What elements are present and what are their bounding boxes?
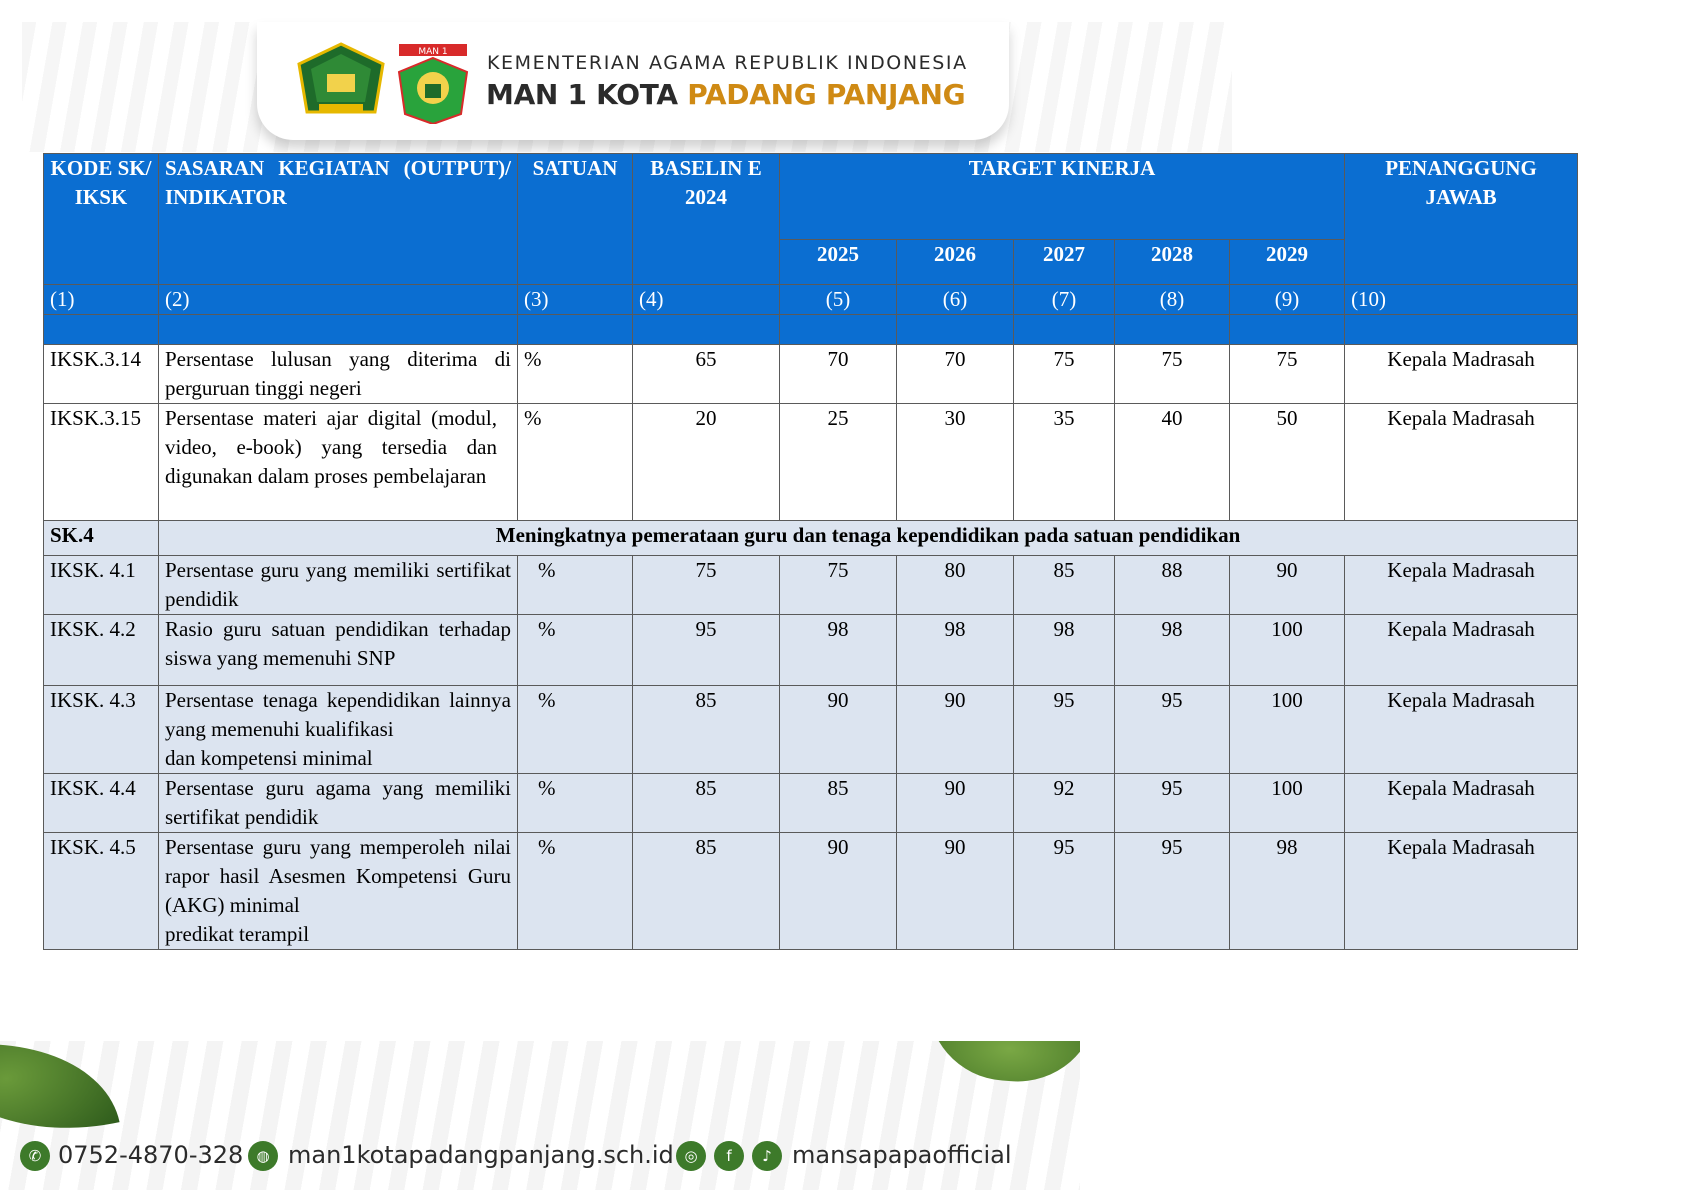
blank-header-row xyxy=(44,315,1578,345)
letterhead-footer xyxy=(0,1041,1080,1190)
col-number: (2) xyxy=(159,285,518,315)
row-baseline: 85 xyxy=(633,833,780,950)
row-target-2026: 30 xyxy=(897,404,1014,521)
letterhead xyxy=(257,22,1009,140)
row-baseline: 85 xyxy=(633,774,780,833)
leaf-decoration xyxy=(0,1041,120,1157)
col-number: (4) xyxy=(633,285,780,315)
row-satuan: % xyxy=(518,615,633,686)
row-kode: IKSK. 4.2 xyxy=(44,615,159,686)
performance-target-table xyxy=(43,153,1578,950)
year-2025: 2025 xyxy=(780,239,897,284)
row-kode: IKSK. 4.5 xyxy=(44,833,159,950)
sk-section-row xyxy=(44,521,1578,556)
row-target-2026: 90 xyxy=(897,686,1014,774)
row-pj: Kepala Madrasah xyxy=(1345,686,1578,774)
ministry-name: KEMENTERIAN AGAMA REPUBLIK INDONESIA xyxy=(487,52,968,74)
row-kode: IKSK.3.14 xyxy=(44,345,159,404)
globe-icon: ◍ xyxy=(248,1141,278,1171)
row-pj: Kepala Madrasah xyxy=(1345,345,1578,404)
row-target-2029: 100 xyxy=(1230,686,1345,774)
row-pj: Kepala Madrasah xyxy=(1345,404,1578,521)
row-target-2025: 90 xyxy=(780,833,897,950)
row-baseline: 20 xyxy=(633,404,780,521)
row-satuan: % xyxy=(518,404,633,521)
kemenag-logo xyxy=(297,42,385,120)
row-target-2027: 98 xyxy=(1014,615,1115,686)
col-number: (8) xyxy=(1115,285,1230,315)
row-satuan: % xyxy=(518,774,633,833)
col-header-baseline: BASELIN E 2024 xyxy=(633,154,780,285)
row-target-2027: 35 xyxy=(1014,404,1115,521)
row-target-2027: 92 xyxy=(1014,774,1115,833)
year-2029: 2029 xyxy=(1230,239,1345,284)
row-baseline: 85 xyxy=(633,686,780,774)
row-pj: Kepala Madrasah xyxy=(1345,833,1578,950)
facebook-icon: f xyxy=(714,1141,744,1171)
school-name: MAN 1 KOTA PADANG PANJANG xyxy=(486,78,966,111)
row-baseline: 75 xyxy=(633,556,780,615)
row-pj: Kepala Madrasah xyxy=(1345,774,1578,833)
row-baseline: 95 xyxy=(633,615,780,686)
row-target-2027: 95 xyxy=(1014,833,1115,950)
row-satuan: % xyxy=(518,686,633,774)
row-desc: Persentase guru yang memperoleh nilai rapor hasil Asesmen Kompetensi Guru (AKG) minimal predikat terampil xyxy=(159,833,518,950)
row-kode: IKSK. 4.3 xyxy=(44,686,159,774)
row-desc: Persentase guru agama yang memiliki sertifikat pendidik xyxy=(159,774,518,833)
row-baseline: 65 xyxy=(633,345,780,404)
row-target-2027: 95 xyxy=(1014,686,1115,774)
table-row xyxy=(44,686,1578,774)
header-row xyxy=(44,154,1578,240)
row-target-2028: 95 xyxy=(1115,686,1230,774)
row-target-2028: 75 xyxy=(1115,345,1230,404)
col-header-sasaran: SASARAN KEGIATAN (OUTPUT)/ INDIKATOR xyxy=(159,154,518,285)
row-target-2025: 25 xyxy=(780,404,897,521)
row-target-2026: 90 xyxy=(897,774,1014,833)
row-target-2025: 98 xyxy=(780,615,897,686)
col-number: (1) xyxy=(44,285,159,315)
row-pj: Kepala Madrasah xyxy=(1345,615,1578,686)
row-target-2025: 85 xyxy=(780,774,897,833)
row-target-2026: 80 xyxy=(897,556,1014,615)
row-target-2029: 50 xyxy=(1230,404,1345,521)
row-pj: Kepala Madrasah xyxy=(1345,556,1578,615)
table-row xyxy=(44,833,1578,950)
footer-social: mansapapaofficial xyxy=(792,1141,1012,1169)
footer-website: man1kotapadangpanjang.sch.id xyxy=(288,1141,674,1169)
row-target-2029: 90 xyxy=(1230,556,1345,615)
col-header-satuan: SATUAN xyxy=(518,154,633,285)
row-target-2025: 90 xyxy=(780,686,897,774)
tiktok-icon: ♪ xyxy=(752,1141,782,1171)
table-row xyxy=(44,404,1578,521)
row-target-2027: 75 xyxy=(1014,345,1115,404)
row-target-2029: 100 xyxy=(1230,774,1345,833)
row-target-2028: 98 xyxy=(1115,615,1230,686)
row-target-2028: 88 xyxy=(1115,556,1230,615)
row-desc: Rasio guru satuan pendidikan terhadap siswa yang memenuhi SNP xyxy=(159,615,518,686)
year-2027: 2027 xyxy=(1014,239,1115,284)
sk-kode: SK.4 xyxy=(44,521,159,556)
instagram-icon: ◎ xyxy=(676,1141,706,1171)
col-header-kode: KODE SK/ IKSK xyxy=(44,154,159,285)
row-target-2029: 100 xyxy=(1230,615,1345,686)
row-target-2026: 70 xyxy=(897,345,1014,404)
man-logo xyxy=(395,44,471,124)
row-target-2025: 75 xyxy=(780,556,897,615)
svg-text:MAN 1: MAN 1 xyxy=(418,47,448,57)
table-row xyxy=(44,556,1578,615)
row-target-2028: 40 xyxy=(1115,404,1230,521)
row-target-2027: 85 xyxy=(1014,556,1115,615)
row-target-2028: 95 xyxy=(1115,774,1230,833)
row-target-2025: 70 xyxy=(780,345,897,404)
col-header-target: TARGET KINERJA xyxy=(780,154,1345,240)
table-row xyxy=(44,345,1578,404)
col-number: (7) xyxy=(1014,285,1115,315)
row-target-2028: 95 xyxy=(1115,833,1230,950)
sk-title: Meningkatnya pemerataan guru dan tenaga kependidikan pada satuan pendidikan xyxy=(159,521,1578,556)
row-target-2029: 98 xyxy=(1230,833,1345,950)
row-satuan: % xyxy=(518,833,633,950)
table-row xyxy=(44,615,1578,686)
col-number: (9) xyxy=(1230,285,1345,315)
row-kode: IKSK.3.15 xyxy=(44,404,159,521)
row-desc: Persentase tenaga kependidikan lainnya yang memenuhi kualifikasi dan kompetensi minimal xyxy=(159,686,518,774)
phone-icon: ✆ xyxy=(20,1141,50,1171)
row-target-2026: 98 xyxy=(897,615,1014,686)
year-2028: 2028 xyxy=(1115,239,1230,284)
leaf-decoration xyxy=(922,1041,1080,1087)
column-number-row xyxy=(44,285,1578,315)
row-desc: Persentase lulusan yang diterima di perguruan tinggi negeri xyxy=(159,345,518,404)
col-number: (3) xyxy=(518,285,633,315)
row-satuan: % xyxy=(518,556,633,615)
col-number: (10) xyxy=(1345,285,1578,315)
col-header-pj: PENANGGUNG JAWAB xyxy=(1345,154,1578,285)
row-kode: IKSK. 4.4 xyxy=(44,774,159,833)
row-satuan: % xyxy=(518,345,633,404)
row-kode: IKSK. 4.1 xyxy=(44,556,159,615)
row-target-2029: 75 xyxy=(1230,345,1345,404)
table-row xyxy=(44,774,1578,833)
col-number: (6) xyxy=(897,285,1014,315)
footer-phone: 0752-4870-328 xyxy=(58,1141,244,1169)
row-target-2026: 90 xyxy=(897,833,1014,950)
col-number: (5) xyxy=(780,285,897,315)
row-desc: Persentase materi ajar digital (modul, video, e-book) yang tersedia dan digunakan dalam proses pembelajaran xyxy=(159,404,518,521)
row-desc: Persentase guru yang memiliki sertifikat pendidik xyxy=(159,556,518,615)
year-2026: 2026 xyxy=(897,239,1014,284)
